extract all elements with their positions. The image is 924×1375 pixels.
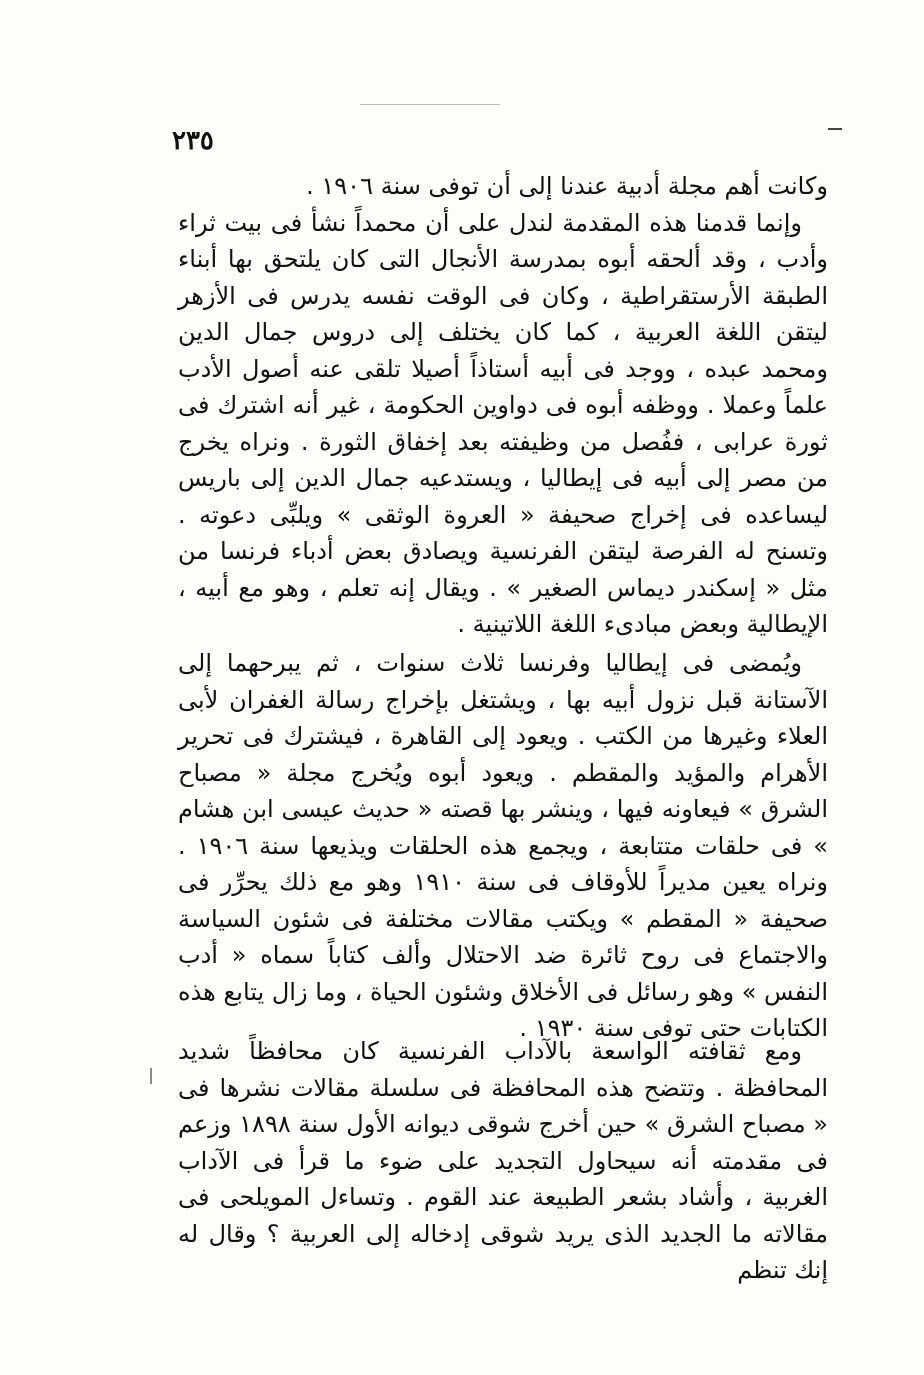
paragraph-1: وكانت أهم مجلة أدبية عندنا إلى أن توفى سنة ١٩٠٦ .: [306, 172, 828, 200]
paragraph-3: ويُمضى فى إيطاليا وفرنسا ثلاث سنوات ، ثم يبرحهما إلى الآستانة قبل نزول أبيه بها ، ويشتغل بإخراج رسالة الغفران لأبى العلاء وغيرها من الكتب . ويعود إلى القاهرة ، فيشترك فى تحرير الأهرام والمؤيد والمقطم . ويعود أبوه ويُخرج مجلة « مصباح الشرق » فيعاونه فيها ، وينشر بها قصته « حديث عيسى ابن هشام » فى حلقات متتابعة ، ويجمع هذه الحلقات ويذيعها سنة ١٩٠٦ . ونراه يعين مديراً للأوقاف فى سنة ١٩١٠ وهو مع ذلك يحرِّر فى صحيفة « المقطم » ويكتب مقالات مختلفة فى شئون السياسة والاجتماع فى روح ثائرة ضد الاحتلال وألف كتاباً سماه « أدب النفس » وهو رسائل فى الأخلاق وشئون الحياة ، وما زال يتابع هذه الكتابات حتى توفى سنة ١٩٣٠ .: [178, 649, 828, 1042]
margin-mark: [150, 1068, 152, 1084]
paragraph-2: وإنما قدمنا هذه المقدمة لندل على أن محمداً نشأ فى بيت ثراء وأدب ، وقد ألحقه أبوه بمدرسة الأنجال التى كان يلتحق بها أبناء الطبقة الأرستقراطية ، وكان فى الوقت نفسه يدرس فى الأزهر ليتقن اللغة العربية ، كما كان يختلف إلى دروس جمال الدين ومحمد عبده ، ووجد فى أبيه أستاذاً أصيلا تلقى عنه أصول الأدب علماً وعملا . ووظفه أبوه فى دواوين الحكومة ، غير أنه اشترك فى ثورة عرابى ، ففُصل من وظيفته بعد إخفاق الثورة . ونراه يخرج من مصر إلى أبيه فى إيطاليا ، ويستدعيه جمال الدين إلى باريس ليساعده فى إخراج صحيفة « العروة الوثقى » ويلبِّى دعوته . وتسنح له الفرصة ليتقن الفرنسية ويصادق بعض أدباء فرنسا من مثل « إسكندر ديماس الصغير » . ويقال إنه تعلم ، وهو مع أبيه ، الإيطالية وبعض مبادىء اللغة اللاتينية .: [178, 208, 828, 638]
corner-mark: [828, 128, 842, 130]
paragraph-4: ومع ثقافته الواسعة بالآداب الفرنسية كان محافظاً شديد المحافظة . وتتضح هذه المحافظة فى سلسلة مقالات نشرها فى « مصباح الشرق » حين أخرج شوقى ديوانه الأول سنة ١٨٩٨ وزعم فى مقدمته أنه سيحاول التجديد على ضوء ما قرأ فى الآداب الغربية ، وأشاد بشعر الطبيعة عند القوم . وتساءل المويلحى فى مقالاته ما الجديد الذى يريد شوقى إدخاله إلى العربية ؟ وقال له إنك تنظم: [178, 1037, 828, 1284]
text-block-2: [178, 645, 828, 1047]
top-rule: [360, 104, 500, 105]
page-number: ٢٣٥: [172, 126, 214, 156]
text-block-1: [178, 168, 828, 643]
text-block-3: [178, 1033, 828, 1289]
